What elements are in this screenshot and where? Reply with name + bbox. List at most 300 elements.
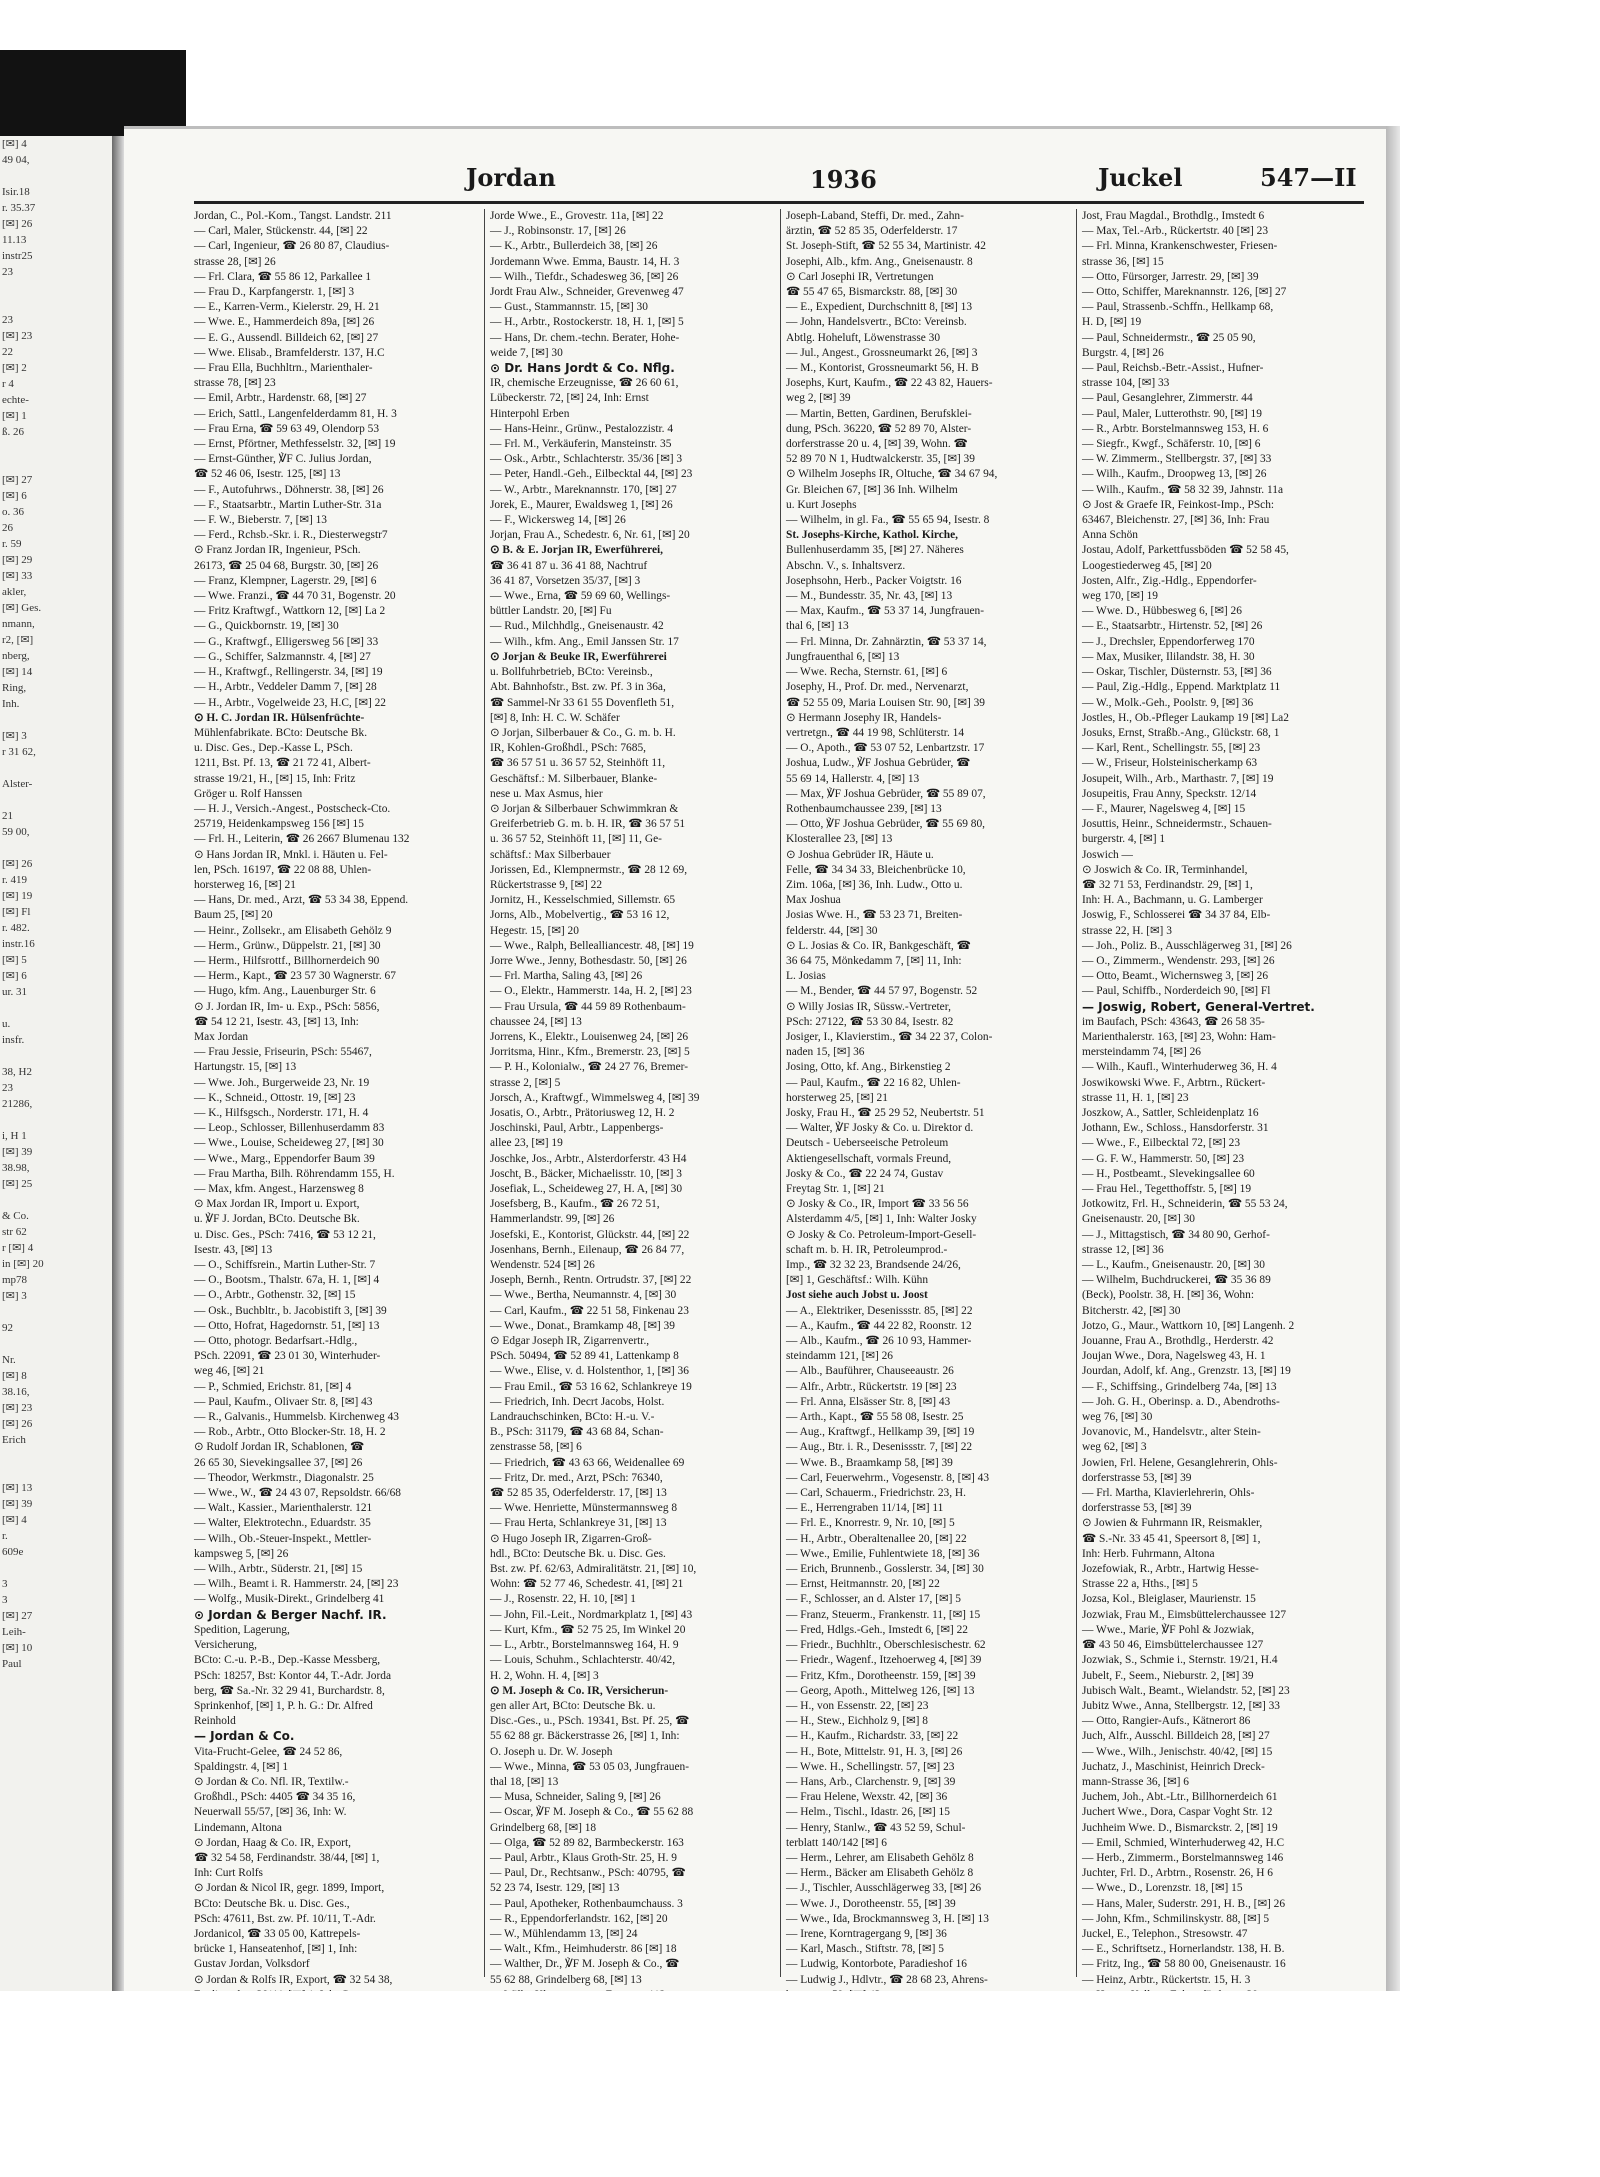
directory-entry: — O., Schiffsrein., Martin Luther-Str. 7 — [194, 1259, 376, 1272]
directory-entry: berg, ☎ Sa.-Nr. 32 29 41, Burchardstr. 8, — [194, 1684, 385, 1697]
directory-entry: — Walter, Elektrotechn., Eduardstr. 35 — [194, 1517, 371, 1530]
directory-entry: — Fritz, Kfm., Dorotheenstr. 159, [✉] 39 — [786, 1669, 976, 1682]
previous-page-fragment: 38.16, — [2, 1386, 30, 1398]
directory-entry: 36 41 87, Vorsetzen 35/37, [✉] 3 — [490, 574, 641, 587]
directory-entry: — Otto, Beamt., Wichernsweg 3, [✉] 26 — [1082, 970, 1269, 983]
gutter-shadow — [112, 136, 124, 1991]
directory-entry: — Wwe., Marg., Eppendorfer Baum 39 — [194, 1152, 375, 1165]
directory-entry: — F., Staatsarbtr., Martin Luther-Str. 31a — [194, 498, 382, 511]
directory-entry: Vita-Frucht-Gelee, ☎ 24 52 86, — [194, 1745, 343, 1758]
previous-page-fragment: r. 482. — [2, 922, 30, 934]
page-number: 547—II — [1260, 163, 1357, 192]
directory-entry: — Walther, Dr., ℣F M. Joseph & Co., ☎ — [490, 1958, 680, 1971]
directory-entry: schäftsf.: Max Silberbauer — [490, 848, 611, 861]
directory-entry: ⊙ Wilhelm Josephs IR, Oltuche, ☎ 34 67 94, — [786, 468, 998, 481]
directory-entry: mersteindamm 74, [✉] 26 — [1082, 1046, 1201, 1059]
directory-entry: brücke 1, Hanseatenhof, [✉] 1, Inh: — [194, 1943, 358, 1956]
directory-entry: Baum 25, [✉] 20 — [194, 909, 273, 922]
directory-entry: — P. H., Kolonialw., ☎ 24 27 76, Bremer- — [490, 1061, 688, 1074]
directory-entry: Joswig, F., Schlosserei ☎ 34 37 84, Elb- — [1082, 909, 1271, 922]
previous-page-fragment: [✉] 4 — [2, 1514, 27, 1526]
directory-entry: vertretgn., ☎ 44 19 98, Schlüterstr. 14 — [786, 726, 965, 739]
directory-entry: — Irene, Korntragergang 9, [✉] 36 — [786, 1927, 947, 1940]
directory-entry: Reinhold — [194, 1715, 236, 1728]
directory-columns — [194, 209, 1370, 1986]
previous-page-fragment: Leih- — [2, 1626, 26, 1638]
previous-page-fragment: instr25 — [2, 250, 33, 262]
directory-entry: 63467, Bleichenstr. 27, [✉] 36, Inh: Frau — [1082, 514, 1270, 527]
directory-entry: — Franz, Steuerm., Frankenstr. 11, [✉] 15 — [786, 1608, 981, 1621]
directory-entry: — K., Hilfsgsch., Norderstr. 171, H. 4 — [194, 1106, 369, 1119]
directory-entry: 1211, Bst. Pf. 13, ☎ 21 72 41, Albert- — [194, 757, 371, 770]
directory-entry: Joseph-Laband, Steffi, Dr. med., Zahn- — [786, 210, 964, 222]
directory-entry: IR, chemische Erzeugnisse, ☎ 26 60 61, — [490, 377, 679, 390]
previous-page-fragment: [✉] 26 — [2, 1418, 33, 1430]
directory-entry: — Louis, Schuhm., Schlachterstr. 40/42, — [490, 1654, 676, 1667]
directory-entry: — John, Kfm., Schmilinskystr. 88, [✉] 5 — [1082, 1912, 1270, 1925]
directory-entry: — Carl, Feuerwehrm., Vogesenstr. 8, [✉] 43 — [786, 1471, 990, 1484]
directory-entry: Jubitz Wwe., Anna, Stellbergstr. 12, [✉] 33 — [1082, 1699, 1280, 1712]
previous-page-fragment: instr.16 — [2, 938, 35, 950]
directory-entry: ☎ 52 46 06, Isestr. 125, [✉] 13 — [194, 468, 341, 481]
previous-page-fragment: nberg, — [2, 650, 30, 662]
directory-entry: Jorsch, A., Kraftwgf., Wimmelsweg 4, [✉] 39 — [490, 1091, 700, 1104]
previous-page-fragment: mp78 — [2, 1274, 28, 1286]
previous-page-fragment — [0, 1000, 112, 1016]
column-3 — [786, 209, 1068, 1986]
directory-entry: — Gust., Stammannstr. 15, [✉] 30 — [490, 301, 648, 314]
directory-entry: — Walt., Kassier., Marienthalerstr. 121 — [194, 1502, 373, 1515]
directory-entry: — Alfr., Arbtr., Rückertstr. 19 [✉] 23 — [786, 1380, 957, 1393]
directory-entry: — A., Elektriker, Desenissstr. 85, [✉] 22 — [786, 1304, 973, 1317]
directory-entry: strasse 28, [✉] 26 — [194, 255, 276, 268]
directory-entry: ⊙ Jorjan, Silberbauer & Co., G. m. b. H. — [490, 726, 676, 739]
directory-entry: ⊙ Josky & Co., IR, Import ☎ 33 56 56 — [786, 1198, 969, 1211]
directory-entry: Josatis, O., Arbtr., Prätoriusweg 12, H. 2 — [490, 1106, 675, 1119]
directory-entry: — Martin, Betten, Gardinen, Berufsklei- — [786, 407, 972, 420]
directory-entry: ⊙ Jordan & Rolfs IR, Export, ☎ 32 54 38, — [194, 1973, 393, 1986]
column-1 — [194, 209, 476, 1986]
previous-page-fragment: i, H 1 — [2, 1130, 27, 1142]
directory-entry: — E., Expedient, Durchschnitt 8, [✉] 13 — [786, 301, 973, 314]
directory-entry: mann-Strasse 36, [✉] 6 — [1082, 1775, 1189, 1788]
directory-entry: — Oscar, ℣F M. Joseph & Co., ☎ 55 62 88 — [490, 1806, 694, 1819]
directory-entry: — Frau Herta, Schlankreye 31, [✉] 13 — [490, 1517, 667, 1530]
directory-entry: — Wwe. Recha, Sternstr. 61, [✉] 6 — [786, 666, 948, 679]
directory-entry: PSch: 18257, Bst: Kontor 44, T.-Adr. Jorda — [194, 1669, 392, 1682]
directory-entry: dorferstrasse 20 u. 4, [✉] 39, Wohn. ☎ — [786, 438, 968, 451]
directory-entry: ⊙ J. Jordan IR, Im- u. Exp., PSch: 5856, — [194, 1000, 380, 1013]
directory-entry: Jouanne, Frau A., Brothdlg., Herderstr. 42 — [1082, 1335, 1274, 1348]
directory-entry: ⊙ M. Joseph & Co. IR, Versicherun- — [490, 1684, 669, 1697]
directory-page — [124, 126, 1386, 1995]
previous-page-fragment: [✉] 33 — [2, 570, 33, 582]
directory-entry: Wendenstr. 524 [✉] 26 — [490, 1259, 595, 1272]
directory-entry: strasse 19/21, H., [✉] 15, Inh: Fritz — [194, 772, 356, 785]
directory-entry: — Otto, Hofrat, Hagedornstr. 51, [✉] 13 — [194, 1319, 380, 1332]
directory-entry: strasse 78, [✉] 23 — [194, 377, 276, 390]
previous-page-fragment — [0, 456, 112, 472]
previous-page-fragment: r2, [✉] — [2, 634, 34, 646]
directory-entry: Jost, Frau Magdal., Brothdlg., Imstedt 6 — [1082, 210, 1265, 222]
directory-entry: — Frau Ursula, ☎ 44 59 89 Rothenbaum- — [490, 1000, 686, 1013]
directory-entry: Inh: Herb. Fuhrmann, Altona — [1082, 1547, 1215, 1560]
directory-entry: ⊙ Jordan, Haag & Co. IR, Export, — [194, 1836, 351, 1849]
directory-entry: Josefiak, L., Scheideweg 27, H. A, [✉] 30 — [490, 1183, 683, 1195]
directory-entry: strasse 12, [✉] 36 — [1082, 1243, 1164, 1256]
directory-entry: — R., Eppendorferlandstr. 162, [✉] 20 — [490, 1912, 668, 1925]
directory-entry: — Emil, Arbtr., Hardenstr. 68, [✉] 27 — [194, 392, 367, 405]
directory-entry: — Wilh., Kaufm., ☎ 58 32 39, Jahnstr. 11a — [1082, 483, 1284, 496]
directory-entry: — Paul, Arbtr., Klaus Groth-Str. 25, H. 9 — [490, 1851, 677, 1864]
directory-entry: — Frau D., Karpfangerstr. 1, [✉] 3 — [194, 286, 355, 299]
directory-entry: Abt. Bahnhofstr., Bst. zw. Pf. 3 in 36a, — [490, 681, 666, 694]
directory-entry: weide 7, [✉] 30 — [490, 346, 563, 359]
previous-page-fragment: 23 — [2, 266, 13, 278]
previous-page-fragment: ß. 26 — [2, 426, 24, 438]
directory-entry: — J., Robinsonstr. 17, [✉] 26 — [490, 225, 626, 238]
directory-entry: Landrauchschinken, BCto: H.-u. V.- — [490, 1411, 655, 1424]
directory-entry: — Paul, Strassenb.-Schffn., Hellkamp 68, — [1082, 301, 1274, 314]
directory-entry: — Georg, Apoth., Mittelweg 126, [✉] 13 — [786, 1684, 975, 1697]
directory-entry: ☎ 36 41 87 u. 36 41 88, Nachtruf — [490, 559, 648, 572]
directory-entry: Disc.-Ges., u., PSch. 19341, Bst. Pf. 25, ☎ — [490, 1715, 690, 1728]
directory-entry: — Paul, Schiffb., Norderdeich 90, [✉] Fl — [1082, 985, 1271, 998]
directory-entry: — Ernst, Heitmannstr. 20, [✉] 22 — [786, 1578, 940, 1591]
previous-page-fragment — [0, 296, 112, 312]
directory-entry: — Karl, Rent., Schellingstr. 55, [✉] 23 — [1082, 742, 1261, 755]
directory-entry: — Leop., Schlosser, Billenhuserdamm 83 — [194, 1122, 385, 1135]
directory-entry: — Alb., Bauführer, Chauseeaustr. 26 — [786, 1365, 954, 1378]
directory-entry: Juchem, Joh., Abt.-Ltr., Billhornerdeich 61 — [1082, 1791, 1278, 1804]
directory-entry: kampsweg 5, [✉] 26 — [194, 1547, 289, 1560]
directory-entry: — Wwe., Donat., Bramkamp 48, [✉] 39 — [490, 1319, 675, 1332]
header-last-name: Juckel — [1098, 163, 1183, 192]
directory-entry: Jorrens, K., Elektr., Louisenweg 24, [✉] 26 — [490, 1030, 689, 1043]
directory-entry: Isestr. 43, [✉] 13 — [194, 1243, 273, 1256]
directory-entry: — J., Drechsler, Eppendorferweg 170 — [1082, 635, 1255, 648]
directory-entry: Josten, Alfr., Zig.-Hdlg., Eppendorfer- — [1082, 574, 1257, 587]
directory-entry: — Joh. G. H., Oberinsp. a. D., Abendroths- — [1082, 1395, 1280, 1408]
directory-entry: — Paul, Schneidermstr., ☎ 25 05 90, — [1082, 331, 1256, 344]
directory-entry: Hinterpohl Erben — [490, 407, 570, 420]
directory-entry: Josuttis, Heinr., Schneidermstr., Schauen- — [1082, 818, 1272, 831]
directory-entry: Jubisch Walt., Beamt., Wielandstr. 52, [✉] 23 — [1082, 1684, 1290, 1697]
directory-entry: büttler Landstr. 20, [✉] Fu — [490, 605, 612, 618]
previous-page-fragment: [✉] Ges. — [2, 602, 42, 614]
directory-entry: Greiferbetrieb G. m. b. H. IR, ☎ 36 57 51 — [490, 818, 686, 831]
directory-entry: — Wilh., Kaufl., Winterhuderweg 36, H. 4 — [1082, 1061, 1277, 1074]
header-rule — [194, 201, 1364, 204]
directory-entry: — Heinr., Zollsekr., am Elisabeth Gehölz 9 — [194, 924, 392, 937]
directory-entry: — G., Quickbornstr. 19, [✉] 30 — [194, 620, 339, 633]
directory-entry: — R., Galvanis., Hummelsb. Kirchenweg 43 — [194, 1411, 399, 1424]
directory-entry: — Herm., Hilfsrottf., Billhornerdeich 90 — [194, 954, 380, 967]
previous-page-fragment: echte- — [2, 394, 29, 406]
directory-entry: — Hans, Dr. chem.-techn. Berater, Hohe- — [490, 331, 680, 344]
directory-entry: — Paul, Dr., Rechtsanw., PSch: 40795, ☎ — [490, 1867, 686, 1880]
previous-page-fragment: 49 04, — [2, 154, 30, 166]
directory-entry: strasse 11, H. 1, [✉] 23 — [1082, 1091, 1189, 1104]
directory-entry: ⊙ Jordan & Co. Nfl. IR, Textilw.- — [194, 1775, 349, 1788]
column-divider — [484, 209, 485, 1977]
previous-page-edge — [0, 136, 118, 1991]
directory-entry: — Osk., Arbtr., Schlachterstr. 35/36 [✉] 3 — [490, 453, 683, 466]
directory-entry: — Wilh., Kaufm., Droopweg 13, [✉] 26 — [1082, 468, 1267, 481]
directory-entry: ⊙ L. Josias & Co. IR, Bankgeschäft, ☎ — [786, 939, 971, 952]
directory-entry: ☎ Sammel-Nr 33 61 55 Dovenfleth 51, — [490, 696, 675, 709]
directory-entry: — O., Elektr., Hammerstr. 14a, H. 2, [✉] 23 — [490, 985, 692, 998]
previous-page-fragment: 22 — [2, 346, 13, 358]
directory-entry: — M., Bender, ☎ 44 57 97, Bogenstr. 52 — [786, 985, 978, 998]
directory-entry: — Ferd., Rchsb.-Skr. i. R., Diesterwegstr7 — [194, 529, 388, 542]
directory-entry: — Fritz, Ing., ☎ 58 80 00, Gneisenaustr. 16 — [1082, 1958, 1286, 1971]
directory-entry: Jordt Frau Alw., Schneider, Grevenweg 47 — [490, 286, 684, 299]
directory-entry: — Carl, Maler, Stückenstr. 44, [✉] 22 — [194, 225, 368, 238]
directory-entry: — Frl. E., Knorrestr. 9, Nr. 10, [✉] 5 — [786, 1517, 955, 1530]
directory-entry: St. Josephs-Kirche, Kathol. Kirche, — [786, 529, 959, 542]
directory-entry: Jorns, Alb., Mobelvertig., ☎ 53 16 12, — [490, 909, 670, 922]
previous-page-fragment: [✉] 23 — [2, 330, 33, 342]
directory-entry: — Herm., Lehrer, am Elisabeth Gehölz 8 — [786, 1851, 974, 1864]
previous-page-fragment: [✉] 19 — [2, 890, 33, 902]
directory-entry: Jubelt, F., Seem., Nieburstr. 2, [✉] 39 — [1082, 1669, 1254, 1682]
previous-page-fragment: 609e — [2, 1546, 24, 1558]
directory-entry: Jourdan, Adolf, kf. Ang., Grenzstr. 13, [✉] 19 — [1082, 1365, 1291, 1378]
directory-entry: — O., Apoth., ☎ 53 07 52, Lenbartzstr. 17 — [786, 742, 985, 755]
directory-entry: Josiger, I., Klavierstim., ☎ 34 22 37, Colon- — [786, 1030, 993, 1043]
directory-entry: — Frau Hel., Tegetthoffstr. 5, [✉] 19 — [1082, 1183, 1252, 1195]
directory-entry: — H., Stew., Eichholz 9, [✉] 8 — [786, 1715, 928, 1728]
directory-entry: — E., Schriftsetz., Hornerlandstr. 138, H. B. — [1082, 1943, 1285, 1956]
previous-page-fragment: [✉] 10 — [2, 1642, 33, 1654]
previous-page-fragment: r 4 — [2, 378, 14, 390]
directory-entry: Jordanicol, ☎ 33 05 00, Kattrepels- — [194, 1927, 361, 1940]
directory-entry: — Paul, Gesanglehrer, Zimmerstr. 44 — [1082, 392, 1253, 405]
header-first-name: Jordan — [466, 163, 556, 192]
directory-entry: Jotzo, G., Maur., Wattkorn 10, [✉] Langenh. 2 — [1082, 1319, 1295, 1332]
directory-entry: Hegestr. 15, [✉] 20 — [490, 924, 579, 937]
directory-entry: — Max, ℣F Joshua Gebrüder, ☎ 55 89 07, — [786, 787, 986, 800]
directory-entry: — Emil, Schmied, Winterhuderweg 42, H.C — [1082, 1836, 1285, 1849]
directory-entry: — Hugo, kfm. Ang., Lauenburger Str. 6 — [194, 985, 376, 998]
directory-entry: — Wilh., Arbtr., Süderstr. 21, [✉] 15 — [194, 1563, 363, 1576]
directory-entry: — Frau Emil., ☎ 53 16 62, Schlankreye 19 — [490, 1380, 692, 1393]
directory-entry: terblatt 140/142 [✉] 6 — [786, 1836, 887, 1849]
directory-entry: — Wwe. Joh., Burgerweide 23, Nr. 19 — [194, 1076, 370, 1089]
directory-entry: — Henry, Stanlw., ☎ 43 52 59, Schul- — [786, 1821, 966, 1834]
directory-entry: ⊙ Dr. Hans Jordt & Co. Nflg. — [490, 361, 675, 376]
previous-page-fragment — [0, 1336, 112, 1352]
previous-page-fragment: Paul — [2, 1658, 22, 1670]
directory-entry: BCto: Deutsche Bk. u. Disc. Ges., — [194, 1897, 350, 1910]
directory-entry: Joswich — — [1082, 848, 1133, 861]
previous-page-fragment: Ring, — [2, 682, 27, 694]
directory-entry: — Frl. Minna, Krankenschwester, Friesen- — [1082, 240, 1278, 253]
directory-entry: — O., Arbtr., Gothenstr. 32, [✉] 15 — [194, 1289, 356, 1302]
directory-entry: H. 2, Wohn. H. 4, [✉] 3 — [490, 1669, 599, 1682]
directory-entry: — Musa, Schneider, Saling 9, [✉] 26 — [490, 1791, 661, 1804]
directory-entry: Jordan, C., Pol.-Kom., Tangst. Landstr. 211 — [194, 210, 392, 222]
directory-entry: — G., Schiffer, Salzmannstr. 4, [✉] 27 — [194, 650, 371, 663]
directory-entry: — Oskar, Tischler, Düsternstr. 53, [✉] 36 — [1082, 666, 1272, 679]
directory-entry: Joschinski, Paul, Arbtr., Lappenbergs- — [490, 1122, 664, 1135]
previous-page-fragment: Nr. — [2, 1354, 16, 1366]
directory-entry: dung, PSch. 36220, ☎ 52 89 70, Alster- — [786, 422, 972, 435]
directory-entry: ☎ 52 85 35, Oderfelderstr. 17, [✉] 13 — [490, 1487, 667, 1500]
directory-entry: hdl., BCto: Deutsche Bk. u. Disc. Ges. — [490, 1547, 666, 1560]
directory-entry: — E., Karren-Verm., Kielerstr. 29, H. 21 — [194, 301, 380, 314]
previous-page-fragment: str 62 — [2, 1226, 27, 1238]
directory-entry: — Joh., Poliz. B., Ausschlägerweg 31, [✉] 26 — [1082, 939, 1292, 952]
directory-entry: — L., Kaufm., Gneisenaustr. 20, [✉] 30 — [1082, 1259, 1265, 1272]
directory-entry: — F., Wickersweg 14, [✉] 26 — [490, 514, 626, 527]
directory-entry: Gneisenaustr. 20, [✉] 30 — [1082, 1213, 1195, 1226]
directory-entry: Jordemann Wwe. Emma, Baustr. 14, H. 3 — [490, 255, 680, 268]
directory-entry: Jornitz, H., Kesselschmied, Sillemstr. 65 — [490, 894, 676, 907]
directory-entry: — W., Friseur, Holsteinischerkamp 63 — [1082, 757, 1258, 770]
directory-entry: — F., Autofuhrws., Döhnerstr. 38, [✉] 26 — [194, 483, 384, 496]
directory-entry: Inh: H. A., Bachmann, u. G. Lamberger — [1082, 894, 1263, 907]
directory-entry: — Otto, photogr. Bedarfsart.-Hdlg., — [194, 1335, 358, 1348]
directory-entry: gen aller Art, BCto: Deutsche Bk. u. — [490, 1699, 656, 1712]
directory-entry: — Erich, Sattl., Langenfelderdamm 81, H. 3 — [194, 407, 397, 420]
directory-entry: Abtlg. Hoheluft, Löwenstrasse 30 — [786, 331, 941, 344]
previous-page-fragment — [0, 712, 112, 728]
previous-page-fragment: r [✉] 4 — [2, 1242, 34, 1254]
directory-entry: PSch. 22091, ☎ 23 01 30, Winterhuder- — [194, 1350, 381, 1363]
previous-page-fragment: [✉] 25 — [2, 1178, 33, 1190]
directory-entry: dorferstrasse 53, [✉] 39 — [1082, 1471, 1192, 1484]
directory-entry: — F. W., Bieberstr. 7, [✉] 13 — [194, 514, 327, 527]
directory-entry: — F., Schlosser, an d. Alster 17, [✉] 5 — [786, 1593, 961, 1606]
directory-entry: ⊙ Rudolf Jordan IR, Schablonen, ☎ — [194, 1441, 365, 1454]
directory-entry: — Ernst, Pförtner, Methfesselstr. 32, [✉] 19 — [194, 438, 396, 451]
directory-entry: — Peter, Handl.-Geh., Eilbecktal 44, [✉] 23 — [490, 468, 693, 481]
directory-entry: ☎ S.-Nr. 33 45 41, Speersort 8, [✉] 1, — [1082, 1532, 1261, 1545]
binding-shadow — [0, 50, 186, 136]
directory-entry: Jovanovic, M., Handelsvtr., alter Stein- — [1082, 1426, 1261, 1439]
directory-entry: — Frau Ella, Buchhltrn., Marienthaler- — [194, 362, 373, 375]
directory-entry: — Jordan & Co. — [194, 1729, 295, 1744]
directory-entry: — Carl, Schauerm., Friedrichstr. 23, H. — [786, 1487, 967, 1500]
previous-page-fragment — [0, 1192, 112, 1208]
directory-entry: Juchheim Wwe. D., Bismarckstr. 2, [✉] 19 — [1082, 1821, 1278, 1834]
directory-entry: — W., Mühlendamm 13, [✉] 24 — [490, 1927, 638, 1940]
column-divider — [780, 209, 781, 1977]
directory-entry: — Rob., Arbtr., Otto Blocker-Str. 18, H. 2 — [194, 1426, 386, 1439]
previous-page-fragment — [0, 1560, 112, 1576]
directory-entry: — Joswig, Robert, General-Vertret. — [1082, 999, 1315, 1014]
directory-entry: — Alb., Kaufm., ☎ 26 10 93, Hammer- — [786, 1335, 972, 1348]
directory-entry: Zim. 106a, [✉] 36, Inh. Ludw., Otto u. — [786, 878, 963, 891]
directory-entry: Hartungstr. 15, [✉] 13 — [194, 1061, 297, 1074]
directory-entry: 36 64 75, Mönkedamm 7, [✉] 11, Inh: — [786, 954, 962, 967]
previous-page-fragment — [0, 1112, 112, 1128]
previous-page-fragment — [0, 840, 112, 856]
directory-entry: Aktiengesellschaft, vormals Freund, — [786, 1152, 952, 1165]
directory-entry: — Olga, ☎ 52 89 82, Barmbeckerstr. 163 — [490, 1836, 684, 1849]
directory-entry: Joujan Wwe., Dora, Nagelsweg 43, H. 1 — [1082, 1350, 1266, 1363]
directory-entry: — John, Fil.-Leit., Nordmarkplatz 1, [✉] 43 — [490, 1608, 693, 1621]
directory-entry: — Aug., Btr. i. R., Desenissstr. 7, [✉] 22 — [786, 1441, 973, 1454]
previous-page-fragment: [✉] 3 — [2, 1290, 27, 1302]
directory-entry: 26 65 30, Sievekingsallee 37, [✉] 26 — [194, 1456, 363, 1469]
directory-entry: weg 76, [✉] 30 — [1082, 1411, 1153, 1424]
directory-entry: — A., Kaufm., ☎ 44 22 82, Roonstr. 12 — [786, 1319, 972, 1332]
previous-page-fragment: r. 419 — [2, 874, 28, 886]
directory-entry: — Wilhelm, in gl. Fa., ☎ 55 65 94, Isestr. 8 — [786, 514, 990, 527]
directory-entry: — Herb., Zimmerm., Borstelmannsweg 146 — [1082, 1851, 1284, 1864]
directory-entry: — K., Arbtr., Bullerdeich 38, [✉] 26 — [490, 240, 658, 253]
directory-entry: Josupeit, Wilh., Arb., Marthastr. 7, [✉] 19 — [1082, 772, 1274, 785]
directory-entry: Jozwiak, Frau M., Eimsbüttelerchaussee 127 — [1082, 1608, 1287, 1621]
directory-entry: — Paul, Reichsb.-Betr.-Assist., Hufner- — [1082, 362, 1264, 375]
directory-entry: — Wwe., Ida, Brockmannsweg 3, H. [✉] 13 — [786, 1912, 989, 1925]
directory-entry: Juchter, Frl. D., Arbtrn., Rosenstr. 26, H 6 — [1082, 1867, 1273, 1880]
directory-entry: Jostles, H., Ob.-Pfleger Laukamp 19 [✉] La2 — [1082, 711, 1289, 724]
directory-entry: — Wwe. D., Hübbesweg 6, [✉] 26 — [1082, 605, 1242, 618]
previous-page-fragment — [0, 1448, 112, 1464]
directory-entry: — Erich, Brunnenb., Gosslerstr. 34, [✉] 30 — [786, 1563, 984, 1576]
directory-entry: — Herm., Bäcker am Elisabeth Gehölz 8 — [786, 1867, 974, 1880]
directory-entry: Imp., ☎ 32 32 23, Brandsende 24/26, — [786, 1259, 961, 1272]
directory-entry: Burgstr. 4, [✉] 26 — [1082, 346, 1164, 359]
directory-entry: — Wwe., Elise, v. d. Holstenthor, 1, [✉] 36 — [490, 1365, 689, 1378]
directory-entry: — Wilh., kfm. Ang., Emil Janssen Str. 17 — [490, 635, 679, 648]
directory-entry: — Osk., Buchbltr., b. Jacobistift 3, [✉] 39 — [194, 1304, 387, 1317]
directory-entry: ☎ 32 54 58, Ferdinandstr. 38/44, [✉] 1, — [194, 1851, 380, 1864]
previous-page-fragment — [0, 1304, 112, 1320]
directory-entry: — Paul, Maler, Lutterothstr. 90, [✉] 19 — [1082, 407, 1262, 420]
directory-entry: naden 15, [✉] 36 — [786, 1046, 865, 1059]
previous-page-fragment: [✉] 27 — [2, 1610, 33, 1622]
directory-entry: weg 46, [✉] 21 — [194, 1365, 265, 1378]
directory-entry: ⊙ Joswich & Co. IR, Terminhandel, — [1082, 863, 1248, 876]
directory-entry: felderstr. 44, [✉] 30 — [786, 924, 878, 937]
previous-page-fragment — [0, 440, 112, 456]
directory-entry: Klosterallee 23, [✉] 13 — [786, 833, 893, 846]
directory-entry: 55 62 88 gr. Bäckerstrasse 26, [✉] 1, Inh: — [490, 1730, 680, 1743]
directory-entry: [✉] 8, Inh: H. C. W. Schäfer — [490, 711, 620, 724]
previous-page-fragment: 3 — [2, 1594, 8, 1606]
directory-entry: Josky, Frau H., ☎ 25 29 52, Neubertstr. 51 — [786, 1106, 985, 1119]
directory-entry: — L., Arbtr., Borstelmannsweg 164, H. 9 — [490, 1639, 679, 1652]
directory-entry: 55 62 88, Grindelberg 68, [✉] 13 — [490, 1973, 642, 1986]
previous-page-fragment — [0, 280, 112, 296]
directory-entry: Jotkowitz, Frl. H., Schneiderin, ☎ 55 53 24, — [1082, 1198, 1288, 1211]
directory-entry: nese u. Max Asmus, hier — [490, 787, 603, 800]
previous-page-fragment: & Co. — [2, 1210, 29, 1222]
previous-page-fragment: [✉] 39 — [2, 1146, 33, 1158]
previous-page-fragment: [✉] 6 — [2, 970, 27, 982]
directory-entry: Spaldingstr. 4, [✉] 1 — [194, 1760, 289, 1773]
previous-page-fragment: [✉] 39 — [2, 1498, 33, 1510]
directory-entry: 26173, ☎ 25 04 68, Burgstr. 30, [✉] 26 — [194, 559, 379, 572]
directory-entry: Alsterdamm 4/5, [✉] 1, Inh: Walter Josky — [786, 1213, 977, 1226]
directory-entry: Josephsohn, Herb., Packer Voigtstr. 16 — [786, 574, 962, 587]
directory-entry: — Wilh., Beamt i. R. Hammerstr. 24, [✉] 23 — [194, 1578, 399, 1591]
previous-page-fragment — [0, 168, 112, 184]
previous-page-fragment: [✉] 26 — [2, 218, 33, 230]
directory-entry: — Otto, Rangier-Aufs., Kätnerort 86 — [1082, 1715, 1251, 1728]
directory-entry: Grindelberg 68, [✉] 18 — [490, 1821, 597, 1834]
previous-page-fragment: 23 — [2, 314, 13, 326]
directory-entry: Josefsberg, B., Kaufm., ☎ 26 72 51, — [490, 1198, 660, 1211]
directory-entry: — Wwe., Ralph, Bellealliancestr. 48, [✉] 19 — [490, 939, 694, 952]
directory-entry: — Paul, Kaufm., Olivaer Str. 8, [✉] 43 — [194, 1395, 373, 1408]
directory-entry: — Friedr., Buchhltr., Oberschlesischestr. 62 — [786, 1639, 986, 1652]
